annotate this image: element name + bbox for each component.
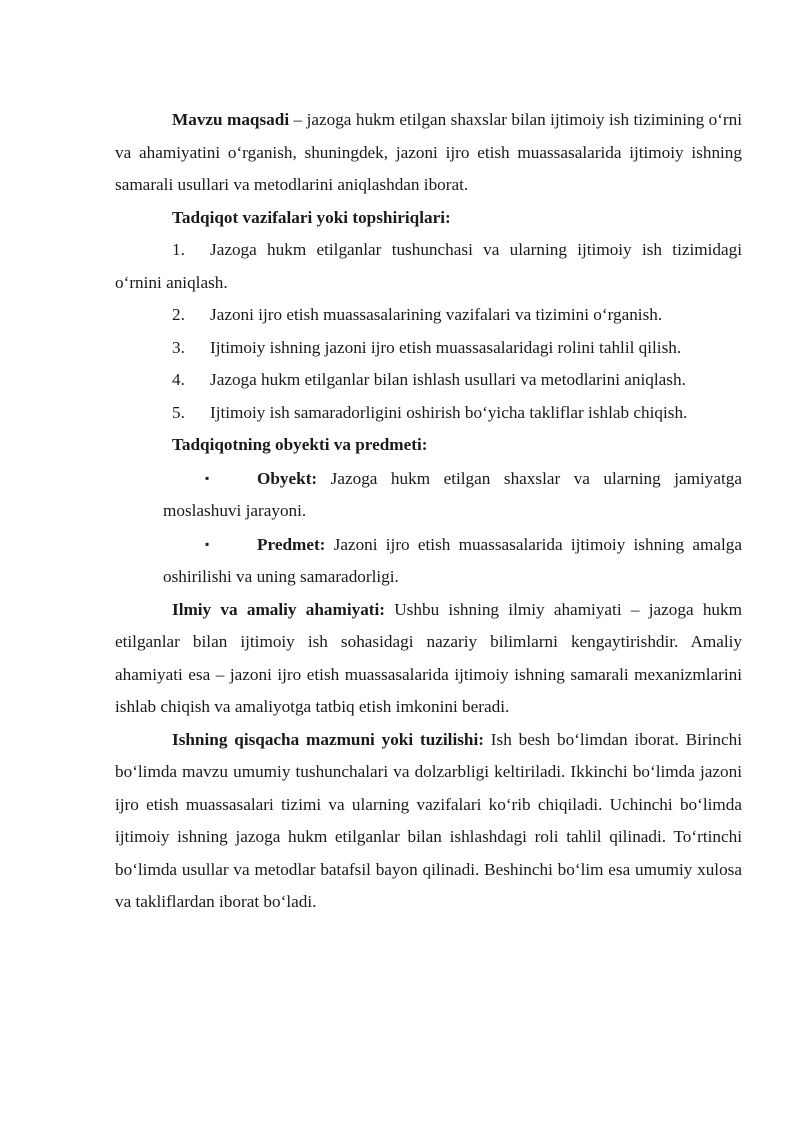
structure-label: Ishning qisqacha mazmuni yoki tuzilishi:: [172, 729, 484, 749]
task-item: [115, 364, 742, 397]
object-text: Jazoga hukm etilgan shaxslar va ularning jamiyatga moslashuvi jarayoni.: [163, 468, 742, 520]
object-item: [163, 462, 742, 528]
task-item: [115, 332, 742, 365]
significance-paragraph: [115, 594, 742, 724]
task-number: 1.: [172, 240, 185, 259]
significance-label: Ilmiy va amaliy ahamiyati:: [172, 599, 386, 619]
square-bullet-icon: ▪: [205, 470, 210, 485]
goal-text: – jazoga hukm etilgan shaxslar bilan ijtimoiy ish tizimining o‘rni va ahamiyatini o‘rganish, shuningdek, jazoni ijro etish muassasalarida ijtimoiy ishning samarali usullari va metodlarini aniqlashdan iborat.: [115, 110, 743, 194]
task-text: Jazoni ijro etish muassasalarining vazifalari va tizimini o‘rganish.: [210, 305, 663, 324]
structure-text: Ish besh bo‘limdan iborat. Birinchi bo‘limda mavzu umumiy tushunchalari va dolzarbligi keltiriladi. Ikkinchi bo‘limda jazoni ijro etish muassasalari tizimi va ularning vazifalari ko‘rib chiqiladi. Uchinchi bo‘limda ijtimoiy ishning jazoga hukm etilganlar bilan ishlashdagi roli tahlil qilinadi. To‘rtinchi bo‘limda usullar va metodlar batafsil bayon qilinadi. Beshinchi bo‘lim esa umumiy xulosa va takliflardan iborat bo‘ladi.: [115, 729, 743, 911]
structure-paragraph: [115, 724, 742, 919]
task-text: Jazoga hukm etilganlar tushunchasi va ularning ijtimoiy ish tizimidagi o‘rnini aniqlash.: [115, 240, 742, 292]
task-number: 4.: [172, 370, 185, 389]
goal-paragraph: [115, 104, 742, 202]
task-text: Ijtimoiy ish samaradorligini oshirish bo‘yicha takliflar ishlab chiqish.: [210, 402, 688, 422]
task-number: 3.: [172, 337, 185, 357]
square-bullet-icon: ▪: [205, 536, 210, 551]
goal-label: Mavzu maqsadi: [172, 110, 290, 129]
object-label: Obyekt:: [257, 468, 318, 488]
significance-text: Ushbu ishning ilmiy ahamiyati – jazoga hukm etilganlar bilan ijtimoiy ish sohasidagi nazariy bilimlarni kengaytirishdir. Amaliy ahamiyati esa – jazoni ijro etish muassasalarida ijtimoiy ishning samarali mexanizmlarini ishlab chiqish va amaliyotga tatbiq etish imkonini beradi.: [115, 599, 742, 716]
tasks-heading: Tadqiqot vazifalari yoki topshiriqlari:: [172, 207, 451, 227]
task-item: [115, 234, 742, 299]
task-text: Jazoga hukm etilganlar bilan ishlash usullari va metodlarini aniqlash.: [210, 370, 686, 389]
task-number: 2.: [172, 305, 185, 324]
task-number: 5.: [172, 402, 185, 422]
object-heading: Tadqiqotning obyekti va predmeti:: [172, 435, 428, 454]
task-item: [115, 397, 742, 430]
subject-text: Jazoni ijro etish muassasalarida ijtimoiy ishning amalga oshirilishi va uning samaradorligi.: [163, 534, 742, 586]
subject-item: [163, 528, 742, 594]
document-body: [115, 104, 742, 919]
task-text: Ijtimoiy ishning jazoni ijro etish muassasalaridagi rolini tahlil qilish.: [210, 337, 682, 357]
subject-label: Predmet:: [257, 534, 326, 554]
task-item: [115, 299, 742, 332]
